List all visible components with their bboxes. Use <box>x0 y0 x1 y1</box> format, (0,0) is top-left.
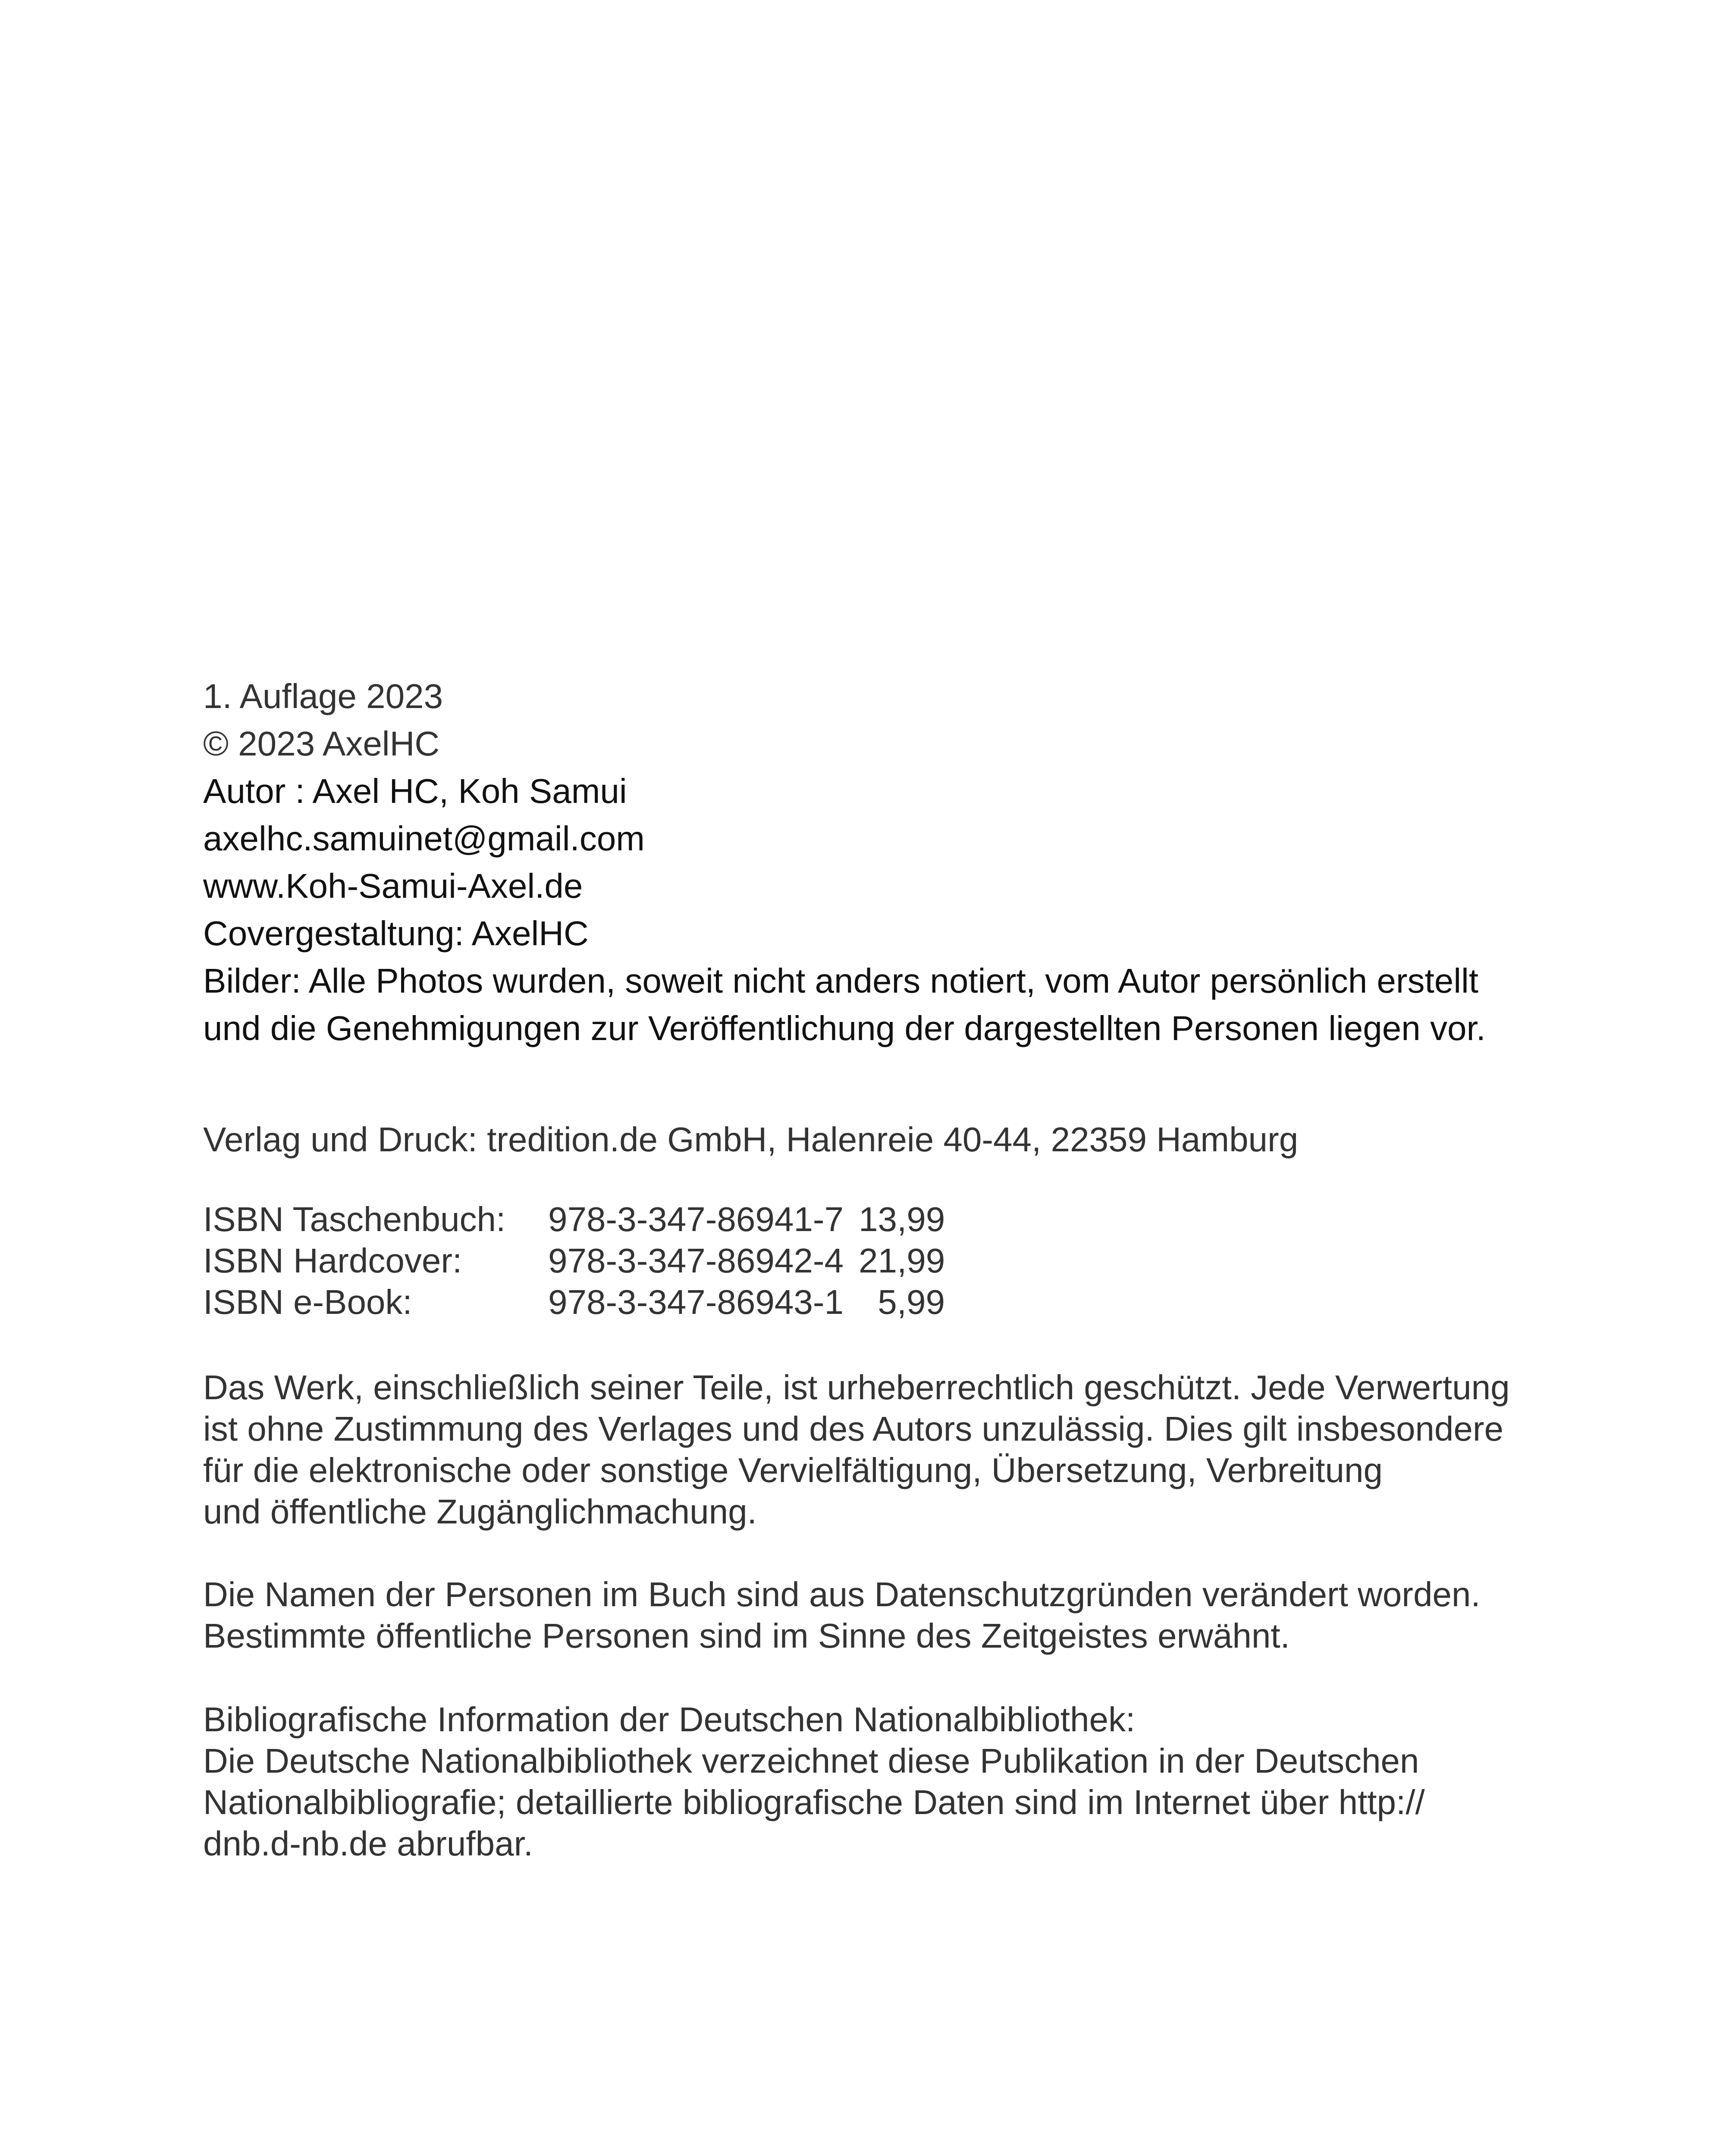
isbn-label: ISBN Hardcover: <box>203 1241 462 1280</box>
isbn-price: 5,99 <box>878 1283 945 1321</box>
copyright-notice-line-3: für die elektronische oder sonstige Vervielfältigung, Übersetzung, Verbreitung <box>203 1451 1383 1489</box>
copyright-notice <box>203 1367 1626 1532</box>
isbn-number: 978-3-347-86943-1 <box>548 1283 844 1321</box>
dnb-notice-line-3: Nationalbibliografie; detaillierte bibliografische Daten sind im Internet über http:// <box>203 1783 1425 1821</box>
names-notice <box>203 1574 1626 1657</box>
copyright-notice-line-4: und öffentliche Zugänglichmachung. <box>203 1492 757 1531</box>
isbn-number: 978-3-347-86942-4 <box>548 1241 844 1280</box>
imprint-block <box>203 673 1583 1052</box>
publisher-block <box>203 1119 1626 1160</box>
isbn-price: 21,99 <box>859 1241 945 1280</box>
isbn-price: 13,99 <box>859 1200 945 1238</box>
isbn-row <box>203 1282 945 1323</box>
email-text: axelhc.samuinet@gmail.com <box>203 819 645 858</box>
isbn-row <box>203 1240 945 1282</box>
isbn-label: ISBN e-Book: <box>203 1283 412 1321</box>
dnb-notice-line-1: Bibliografische Information der Deutschen Nationalbibliothek: <box>203 1700 1136 1739</box>
isbn-number: 978-3-347-86941-7 <box>548 1200 844 1238</box>
website-text: www.Koh-Samui-Axel.de <box>203 867 583 905</box>
copyright-notice-line-2: ist ohne Zustimmung des Verlages und des Autors unzulässig. Dies gilt insbesondere <box>203 1410 1504 1448</box>
publisher-text: Verlag und Druck: tredition.de GmbH, Halenreie 40-44, 22359 Hamburg <box>203 1120 1299 1159</box>
copyright-notice-line-1: Das Werk, einschließlich seiner Teile, ist urheberrechtlich geschützt. Jede Verwertung <box>203 1368 1510 1407</box>
names-notice-line-2: Bestimmte öffentliche Personen sind im Sinne des Zeitgeistes erwähnt. <box>203 1617 1290 1655</box>
photos-text-line-2: und die Genehmigungen zur Veröffentlichung der dargestellten Personen liegen vor. <box>203 1009 1486 1047</box>
dnb-notice-line-4: dnb.d-nb.de abrufbar. <box>203 1824 533 1863</box>
names-notice-line-1: Die Namen der Personen im Buch sind aus Datenschutzgründen verändert worden. <box>203 1575 1481 1614</box>
isbn-row <box>203 1199 945 1240</box>
cover-design-text: Covergestaltung: AxelHC <box>203 914 589 953</box>
edition-text: 1. Auflage 2023 <box>203 677 443 715</box>
author-text: Autor : Axel HC, Koh Samui <box>203 772 627 810</box>
dnb-notice <box>203 1699 1626 1865</box>
copyright-text: © 2023 AxelHC <box>203 724 440 763</box>
isbn-table <box>203 1199 945 1323</box>
photos-text-line-1: Bilder: Alle Photos wurden, soweit nicht anders notiert, vom Autor persönlich erstellt <box>203 962 1479 1000</box>
dnb-notice-line-2: Die Deutsche Nationalbibliothek verzeichnet diese Publikation in der Deutschen <box>203 1742 1419 1780</box>
isbn-label: ISBN Taschenbuch: <box>203 1200 506 1238</box>
